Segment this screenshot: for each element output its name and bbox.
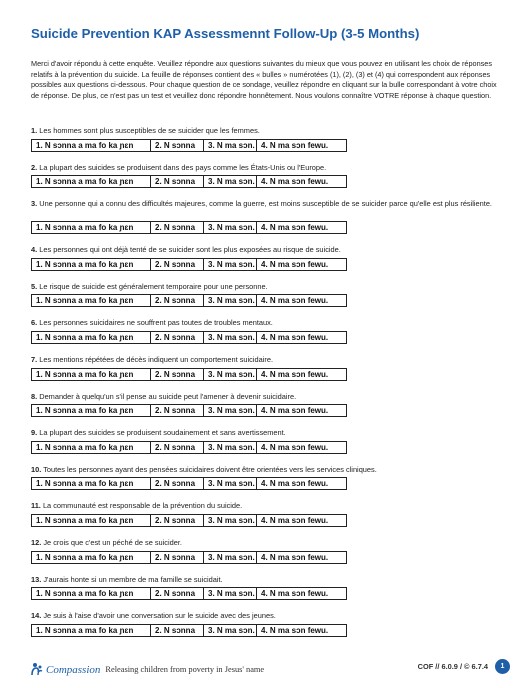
question-text (31, 355, 511, 364)
answer-option-4[interactable]: 4. N ma sɔn fewu. (261, 369, 329, 379)
answer-option-4[interactable]: 4. N ma sɔn fewu. (261, 515, 329, 525)
footer-tagline: Releasing children from poverty in Jesus' name (105, 665, 265, 674)
question-item (31, 465, 511, 502)
question-label: Les hommes sont plus susceptibles de se suicider que les femmes. (39, 126, 260, 135)
question-label: La communauté est responsable de la prévention du suicide. (42, 501, 243, 511)
answer-option-1[interactable]: 1. N sɔnna a ma fo ka ɲɛn (32, 625, 151, 636)
answer-options-row (31, 624, 347, 637)
logo-wordmark: Compassion (46, 664, 101, 676)
question-text (31, 611, 511, 620)
answer-option-3[interactable]: 3. N ma sɔn. (204, 140, 257, 151)
answer-option-2[interactable]: 2. N sɔnna (151, 515, 204, 526)
question-text (31, 538, 511, 547)
question-number: 4. (31, 245, 38, 255)
answer-option-2[interactable]: 2. N sɔnna (151, 140, 204, 151)
question-item (31, 355, 511, 392)
answer-option-2[interactable]: 2. N sɔnna (151, 478, 204, 489)
answer-options-row (31, 514, 347, 527)
answer-option-2[interactable]: 2. N sɔnna (151, 625, 204, 636)
question-number: 7. (31, 354, 38, 364)
question-item (31, 126, 511, 163)
answer-option-2[interactable]: 2. N sɔnna (151, 369, 204, 380)
answer-option-3[interactable]: 3. N ma sɔn. (204, 176, 257, 187)
question-number: 5. (31, 281, 38, 291)
question-label: Les personnes suicidaires ne souffrent pas toutes de troubles mentaux. (39, 318, 273, 328)
answer-options-row (31, 368, 347, 381)
answer-option-1[interactable]: 1. N sɔnna a ma fo ka ɲɛn (32, 442, 151, 453)
answer-option-2[interactable]: 2. N sɔnna (151, 442, 204, 453)
answer-option-3[interactable]: 3. N ma sɔn. (204, 552, 257, 563)
question-label: Je crois que c'est un péché de se suicider. (43, 537, 182, 547)
question-label: Je suis à l'aise d'avoir une conversation sur le suicide avec des jeunes. (43, 611, 276, 621)
answer-option-1[interactable]: 1. N sɔnna a ma fo ka ɲɛn (32, 552, 151, 563)
question-text (31, 199, 509, 208)
compassion-logo-icon (30, 662, 44, 676)
answer-options-row (31, 175, 347, 188)
question-number: 3. (31, 199, 38, 209)
answer-option-3[interactable]: 3. N ma sɔn. (204, 478, 257, 489)
answer-options-row (31, 221, 347, 234)
question-item (31, 501, 511, 538)
page-number-badge: 1 (495, 659, 510, 674)
answer-options-row (31, 441, 347, 454)
answer-option-1[interactable]: 1. N sɔnna a ma fo ka ɲɛn (32, 176, 151, 187)
answer-option-1[interactable]: 1. N sɔnna a ma fo ka ɲɛn (32, 405, 151, 416)
intro-paragraph: Merci d'avoir répondu à cette enquête. Veuillez répondre aux questions suivantes du mieux que vous pouvez en utilisant les choix de réponses relatifs à la prévention du suicide. La feuille de réponses contient des « bulles » numérotées (1), (2), (3) et (4) qui correspondent aux réponses possibles aux questions ci-dessous. Pour chaque question de ce sondage, veuillez répondre en cliquant sur la bulle correspondant à votre choix de réponse. De plus, ce n'est pas un test et veuillez donc répondre honnêtement. Nous voulons connaître VOTRE réponse à chaque question. (31, 59, 497, 100)
answer-option-4[interactable]: 4. N ma sɔn fewu. (261, 406, 329, 416)
answer-option-1[interactable]: 1. N sɔnna a ma fo ka ɲɛn (32, 588, 151, 599)
question-label: La plupart des suicides se produisent soudainement et sans avertissement. (39, 428, 286, 438)
answer-option-3[interactable]: 3. N ma sɔn. (204, 442, 257, 453)
answer-option-2[interactable]: 2. N sɔnna (151, 295, 204, 306)
question-label: Les personnes qui ont déjà tenté de se suicider sont les plus exposées au risque de suicide. (39, 245, 341, 255)
question-item (31, 392, 511, 429)
question-number: 6. (31, 318, 38, 328)
question-number: 11. (31, 501, 41, 511)
answer-option-3[interactable]: 3. N ma sɔn. (204, 515, 257, 526)
answer-option-4[interactable]: 4. N ma sɔn fewu. (261, 589, 329, 599)
answer-options-row (31, 587, 347, 600)
question-number: 2. (31, 162, 38, 172)
question-label: Demander à quelqu'un s'il pense au suicide peut l'amener à devenir suicidaire. (39, 391, 297, 401)
answer-option-1[interactable]: 1. N sɔnna a ma fo ka ɲɛn (32, 478, 151, 489)
question-text (31, 245, 511, 254)
answer-option-1[interactable]: 1. N sɔnna a ma fo ka ɲɛn (32, 295, 151, 306)
answer-option-4[interactable]: 4. N ma sɔn fewu. (261, 552, 329, 562)
question-label: Une personne qui a connu des difficultés majeures, comme la guerre, est moins susceptible de se suicider parce qu'elle est plus résiliente. (39, 199, 492, 209)
answer-option-4[interactable]: 4. N ma sɔn fewu. (261, 442, 329, 452)
question-text (31, 126, 511, 135)
question-item (31, 163, 511, 200)
answer-option-4[interactable]: 4. N ma sɔn fewu. (261, 177, 329, 187)
answer-option-2[interactable]: 2. N sɔnna (151, 552, 204, 563)
answer-options-row (31, 139, 347, 152)
answer-option-1[interactable]: 1. N sɔnna a ma fo ka ɲɛn (32, 332, 151, 343)
question-item (31, 575, 511, 612)
answer-option-2[interactable]: 2. N sɔnna (151, 222, 204, 233)
question-number: 8. (31, 391, 38, 401)
answer-option-4[interactable]: 4. N ma sɔn fewu. (261, 296, 329, 306)
answer-option-1[interactable]: 1. N sɔnna a ma fo ka ɲɛn (32, 369, 151, 380)
question-text (31, 282, 511, 291)
answer-options-row (31, 404, 347, 417)
question-label: J'aurais honte si un membre de ma famille se suicidait. (43, 574, 223, 584)
answer-option-2[interactable]: 2. N sɔnna (151, 332, 204, 343)
question-number: 12. (31, 537, 42, 547)
question-item (31, 282, 511, 319)
question-label: Les mentions répétées de décès indiquent un comportement suicidaire. (39, 354, 273, 364)
question-label: Toutes les personnes ayant des pensées suicidaires doivent être orientées vers les services cliniques. (43, 464, 377, 474)
answer-option-2[interactable]: 2. N sɔnna (151, 176, 204, 187)
answer-option-3[interactable]: 3. N ma sɔn. (204, 369, 257, 380)
answer-option-4[interactable]: 4. N ma sɔn fewu. (261, 223, 329, 233)
question-list (31, 126, 511, 648)
answer-option-4[interactable]: 4. N ma sɔn fewu. (261, 140, 329, 150)
question-number: 1. (31, 126, 38, 135)
answer-option-3[interactable]: 3. N ma sɔn. (204, 332, 257, 343)
question-number: 14. (31, 611, 42, 621)
question-text (31, 428, 511, 437)
answer-option-4[interactable]: 4. N ma sɔn fewu. (261, 479, 329, 489)
answer-options-row (31, 551, 347, 564)
question-label: Le risque de suicide est généralement temporaire pour une personne. (39, 281, 268, 291)
answer-options-row (31, 331, 347, 344)
question-text (31, 501, 511, 510)
compassion-logo (30, 654, 264, 676)
answer-options-row (31, 294, 347, 307)
answer-option-3[interactable]: 3. N ma sɔn. (204, 222, 257, 233)
answer-option-1[interactable]: 1. N sɔnna a ma fo ka ɲɛn (32, 259, 151, 270)
question-label: La plupart des suicides se produisent dans des pays comme les États-Unis ou l'Europe. (39, 162, 327, 172)
page-title: Suicide Prevention KAP Assessmennt Follow-Up (3-5 Months) (31, 26, 420, 41)
question-number: 10. (31, 464, 42, 474)
question-text (31, 392, 511, 401)
answer-option-1[interactable]: 1. N sɔnna a ma fo ka ɲɛn (32, 222, 151, 233)
answer-option-4[interactable]: 4. N ma sɔn fewu. (261, 332, 329, 342)
question-text (31, 163, 511, 172)
question-item (31, 199, 511, 245)
question-text (31, 465, 511, 474)
question-item (31, 611, 511, 648)
answer-option-1[interactable]: 1. N sɔnna a ma fo ka ɲɛn (32, 140, 151, 151)
answer-option-3[interactable]: 3. N ma sɔn. (204, 405, 257, 416)
answer-option-4[interactable]: 4. N ma sɔn fewu. (261, 625, 329, 635)
question-text (31, 575, 511, 584)
question-number: 9. (31, 428, 38, 438)
question-item (31, 538, 511, 575)
answer-option-3[interactable]: 3. N ma sɔn. (204, 588, 257, 599)
answer-option-3[interactable]: 3. N ma sɔn. (204, 295, 257, 306)
answer-option-3[interactable]: 3. N ma sɔn. (204, 625, 257, 636)
page-footer (30, 654, 510, 676)
document-code: COF // 6.0.9 / © 6.7.4 (417, 662, 488, 671)
answer-options-row (31, 258, 347, 271)
question-item (31, 245, 511, 282)
answer-option-3[interactable]: 3. N ma sɔn. (204, 259, 257, 270)
question-item (31, 318, 511, 355)
answer-option-1[interactable]: 1. N sɔnna a ma fo ka ɲɛn (32, 515, 151, 526)
answer-option-4[interactable]: 4. N ma sɔn fewu. (261, 259, 329, 269)
answer-option-2[interactable]: 2. N sɔnna (151, 588, 204, 599)
question-number: 13. (31, 574, 42, 584)
answer-options-row (31, 477, 347, 490)
question-item (31, 428, 511, 465)
answer-option-2[interactable]: 2. N sɔnna (151, 259, 204, 270)
question-text (31, 318, 511, 327)
answer-option-2[interactable]: 2. N sɔnna (151, 405, 204, 416)
